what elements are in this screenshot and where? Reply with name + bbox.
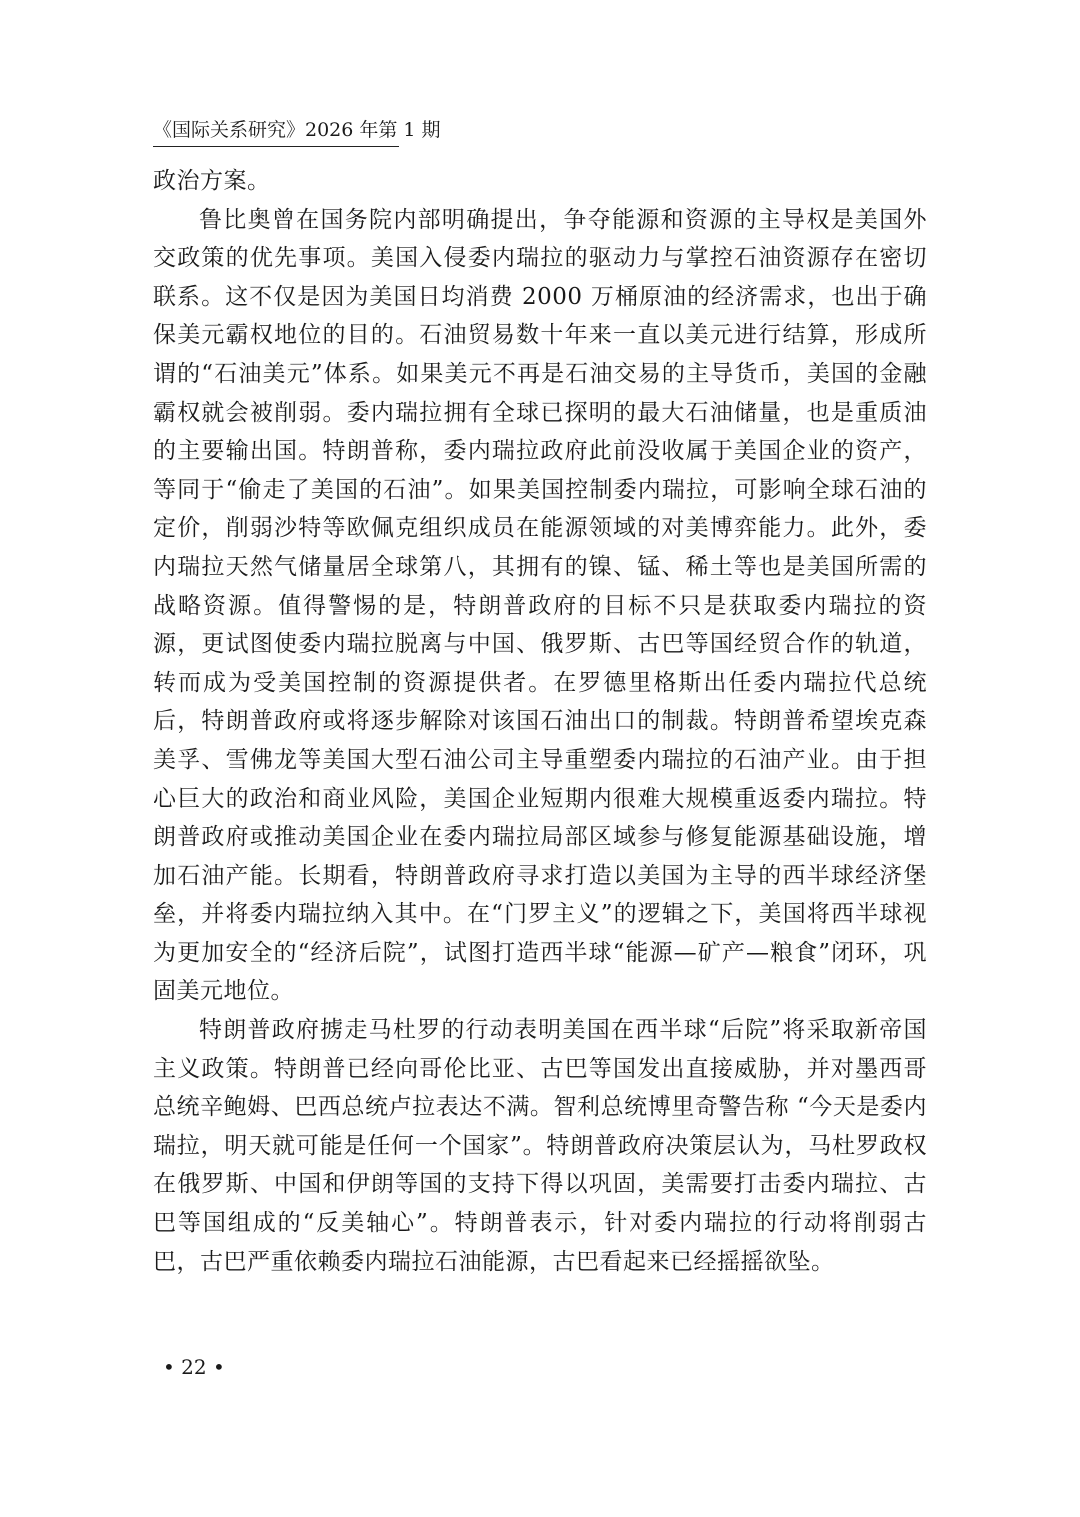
article-body xyxy=(153,162,927,1281)
running-header-title: 《国际关系研究》2026 年第 1 期 xyxy=(153,119,441,141)
header-rule xyxy=(153,146,399,147)
paragraph-continuation: 政治方案。 xyxy=(153,168,271,194)
paragraph-energy-resources: 鲁比奥曾在国务院内部明确提出，争夺能源和资源的主导权是美国外交政策的优先事项。美国入侵委内瑞拉的驱动力与掌控石油资源存在密切联系。这不仅是因为美国日均消费 2000 万桶原油的经济需求，也出于确保美元霸权地位的目的。石油贸易数十年来一直以美元进行结算，形成所谓的“石油美元”体系。如果美元不再是石油交易的主导货币，美国的金融霸权就会被削弱。委内瑞拉拥有全球已探明的最大石油储量，也是重质油的主要输出国。特朗普称，委内瑞拉政府此前没收属于美国企业的资产，等同于“偷走了美国的石油”。如果美国控制委内瑞拉，可影响全球石油的定价，削弱沙特等欧佩克组织成员在能源领域的对美博弈能力。此外，委内瑞拉天然气储量居全球第八，其拥有的镍、锰、稀土等也是美国所需的战略资源。值得警惕的是，特朗普政府的目标不只是获取委内瑞拉的资源，更试图使委内瑞拉脱离与中国、俄罗斯、古巴等国经贸合作的轨道，转而成为受美国控制的资源提供者。在罗德里格斯出任委内瑞拉代总统后，特朗普政府或将逐步解除对该国石油出口的制裁。特朗普希望埃克森美孚、雪佛龙等美国大型石油公司主导重塑委内瑞拉的石油产业。由于担心巨大的政治和商业风险，美国企业短期内很难大规模重返委内瑞拉。特朗普政府或推动美国企业在委内瑞拉局部区域参与修复能源基础设施，增加石油产能。长期看，特朗普政府寻求打造以美国为主导的西半球经济堡垒，并将委内瑞拉纳入其中。在“门罗主义”的逻辑之下，美国将西半球视为更加安全的“经济后院”，试图打造西半球“能源—矿产—粮食”闭环，巩固美元地位。 xyxy=(153,206,927,1005)
paragraph-neo-imperialism: 特朗普政府掳走马杜罗的行动表明美国在西半球“后院”将采取新帝国主义政策。特朗普已经向哥伦比亚、古巴等国发出直接威胁，并对墨西哥总统辛鲍姆、巴西总统卢拉表达不满。智利总统博里奇警告称 “今天是委内瑞拉，明天就可能是任何一个国家”。特朗普政府决策层认为，马杜罗政权在俄罗斯、中国和伊朗等国的支持下得以巩固，美需要打击委内瑞拉、古巴等国组成的“反美轴心”。特朗普表示，针对委内瑞拉的行动将削弱古巴，古巴严重依赖委内瑞拉石油能源，古巴看起来已经摇摇欲坠。 xyxy=(153,1017,927,1275)
page-number: • 22 • xyxy=(163,1355,225,1379)
